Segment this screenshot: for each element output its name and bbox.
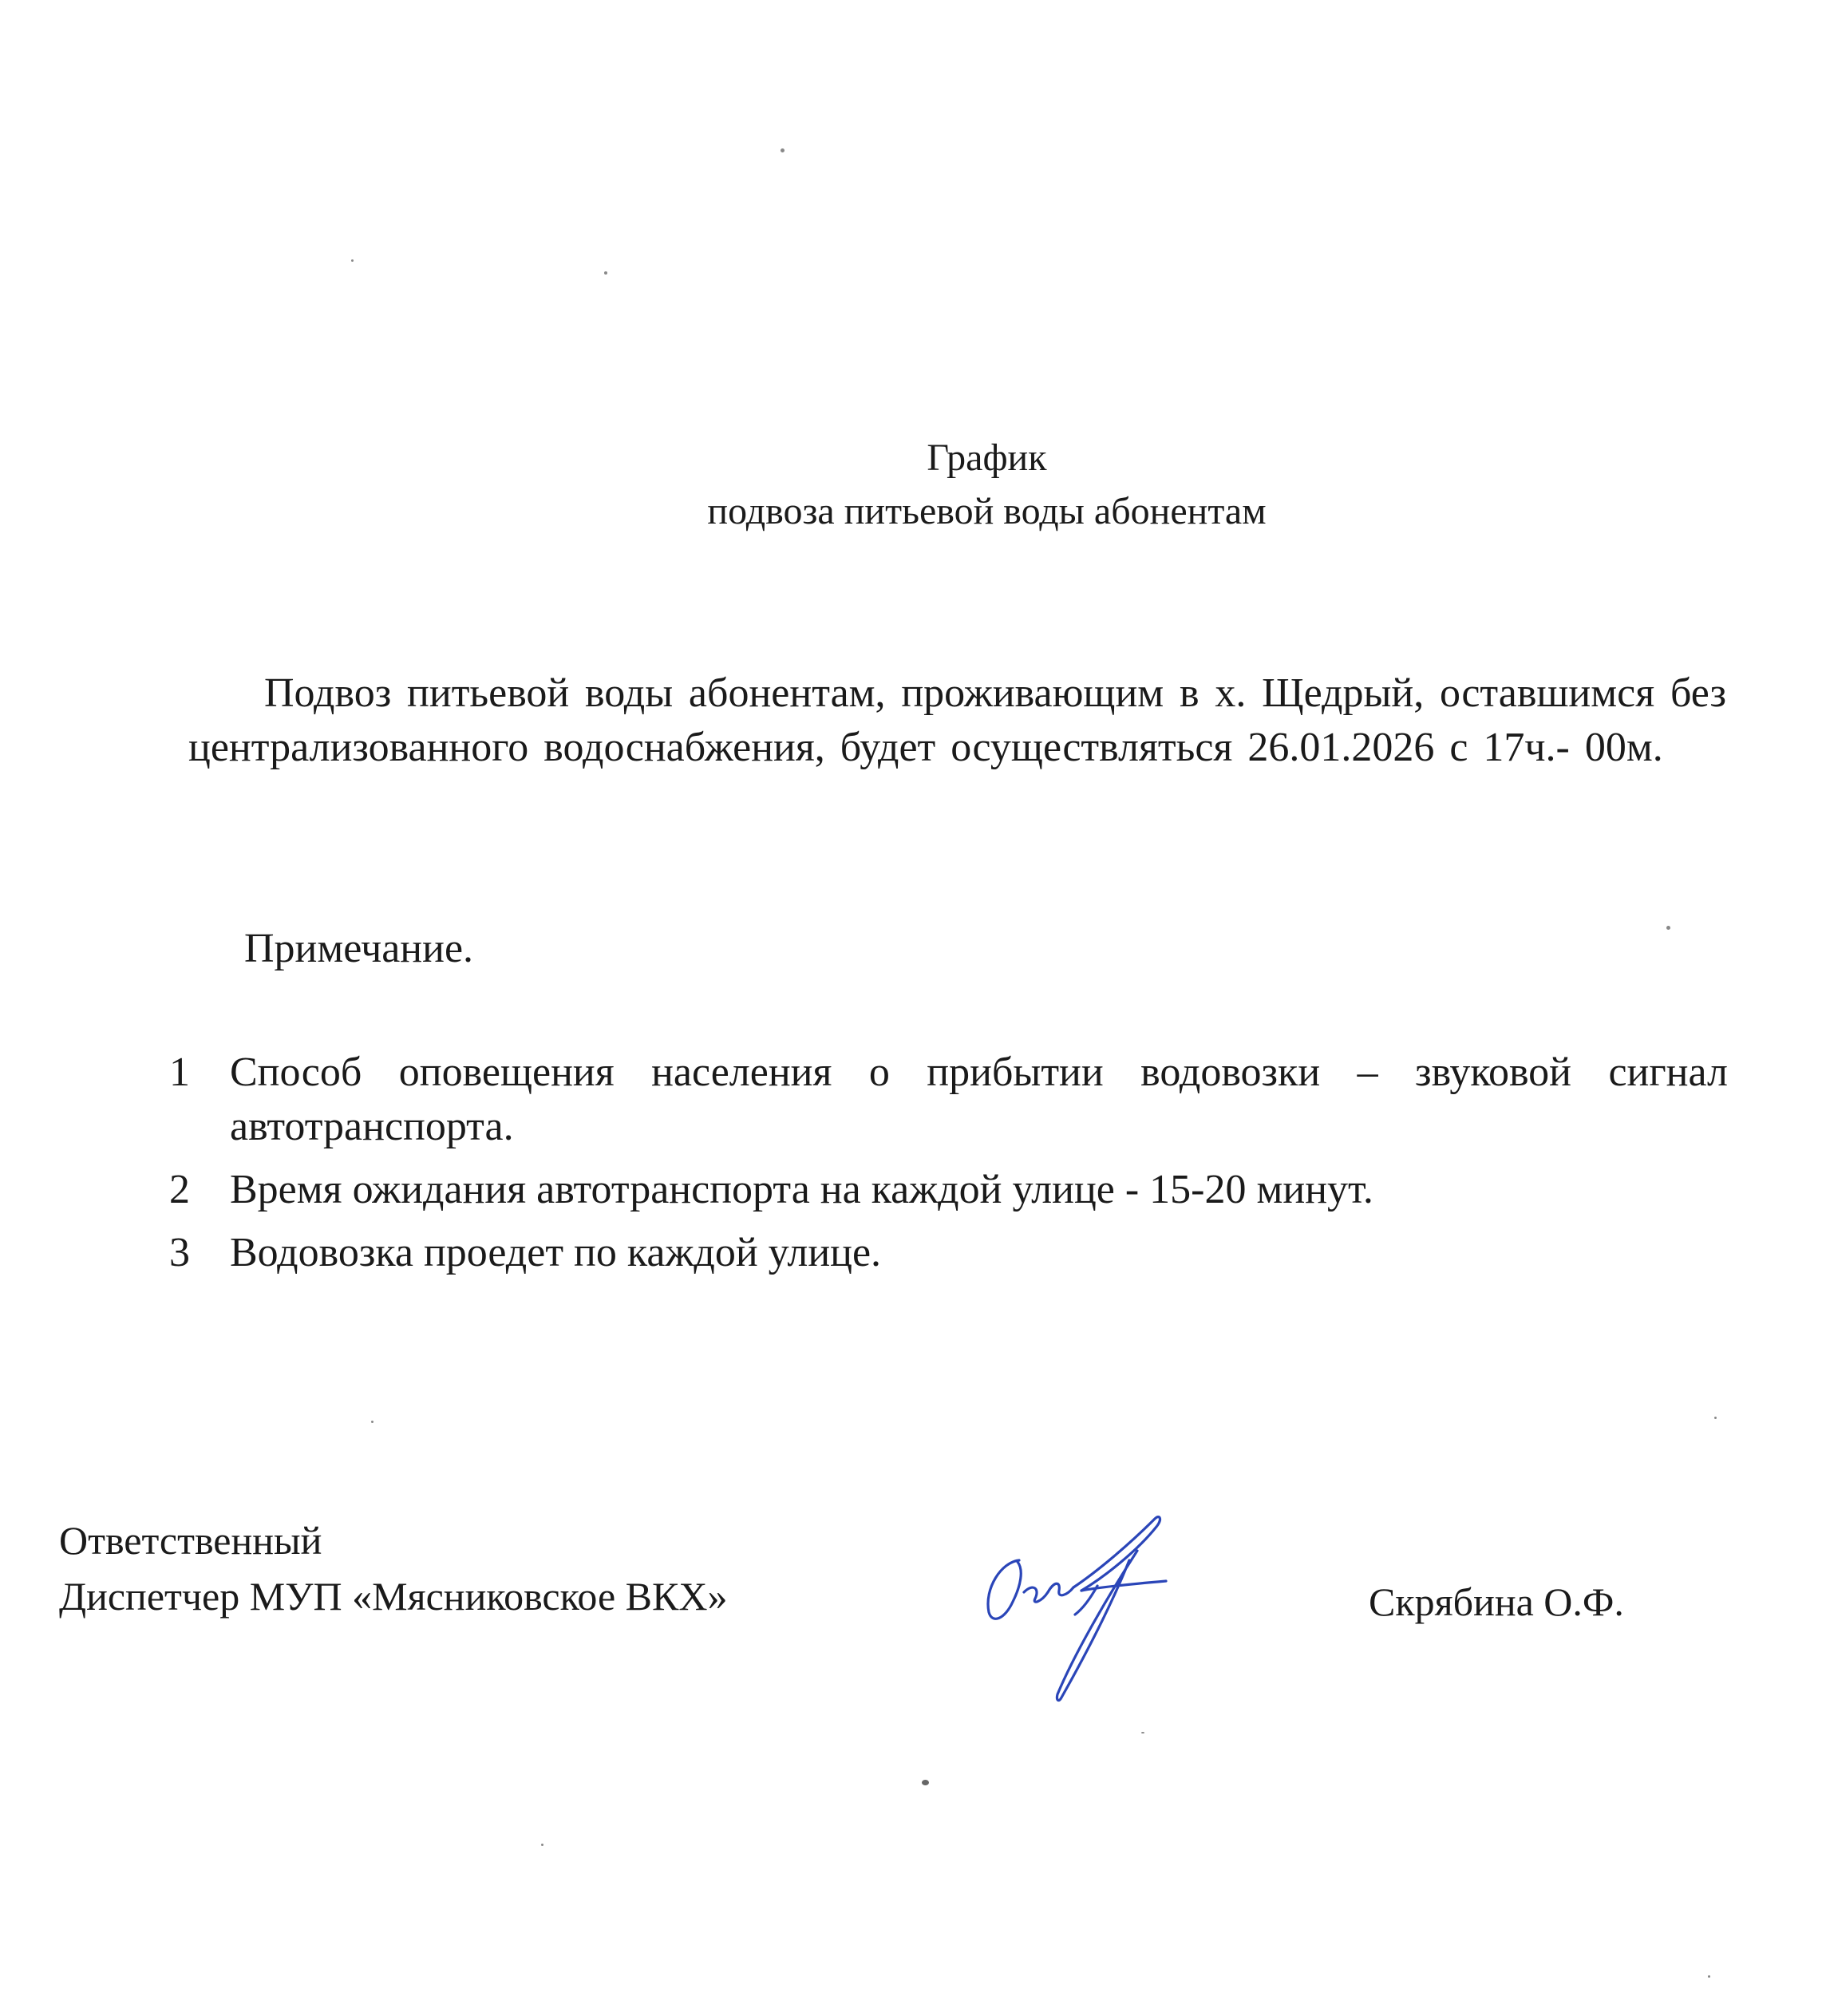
signatory-name: Скрябина О.Ф. bbox=[1369, 1579, 1624, 1624]
document-title-block bbox=[0, 431, 1822, 538]
list-item-text: Способ оповещения населения о прибытии водовозки – звуковой сигнал автотранспорта. bbox=[230, 1050, 1728, 1149]
list-item-text: Водовозка проедет по каждой улице. bbox=[230, 1230, 882, 1275]
list-item-number: 1 bbox=[169, 1050, 190, 1095]
list-item bbox=[168, 1163, 1728, 1217]
handwritten-signature bbox=[978, 1512, 1185, 1704]
scan-speck bbox=[604, 271, 607, 275]
notes-list bbox=[168, 1046, 1728, 1289]
document-title: График bbox=[927, 437, 1047, 479]
scan-speck bbox=[351, 259, 354, 262]
scan-speck bbox=[1666, 926, 1670, 930]
main-paragraph: Подвоз питьевой воды абонентам, проживающим в х. Щедрый, оставшимся без централизованного водоснабжения, будет осуществляться 26.01.2026 с 17ч.- 00м. bbox=[188, 670, 1726, 770]
list-item-text: Время ожидания автотранспорта на каждой улице - 15-20 минут. bbox=[230, 1167, 1373, 1212]
scan-speck bbox=[1714, 1417, 1717, 1419]
document-subtitle: подвоза питьевой воды абонентам bbox=[707, 490, 1267, 533]
scan-speck bbox=[371, 1421, 373, 1423]
responsible-block bbox=[59, 1512, 727, 1624]
scan-speck bbox=[1141, 1732, 1144, 1733]
list-item bbox=[168, 1046, 1728, 1154]
responsible-label: Ответственный bbox=[59, 1518, 322, 1563]
list-item-number: 2 bbox=[169, 1167, 190, 1212]
scan-speck bbox=[781, 148, 785, 152]
notes-heading: Примечание. bbox=[244, 926, 474, 971]
list-item-number: 3 bbox=[169, 1230, 190, 1275]
scan-speck bbox=[922, 1780, 929, 1785]
list-item bbox=[168, 1226, 1728, 1280]
scan-speck bbox=[541, 1844, 543, 1846]
scan-speck bbox=[1708, 1975, 1710, 1978]
responsible-position: Диспетчер МУП «Мясниковское ВКХ» bbox=[59, 1574, 728, 1619]
